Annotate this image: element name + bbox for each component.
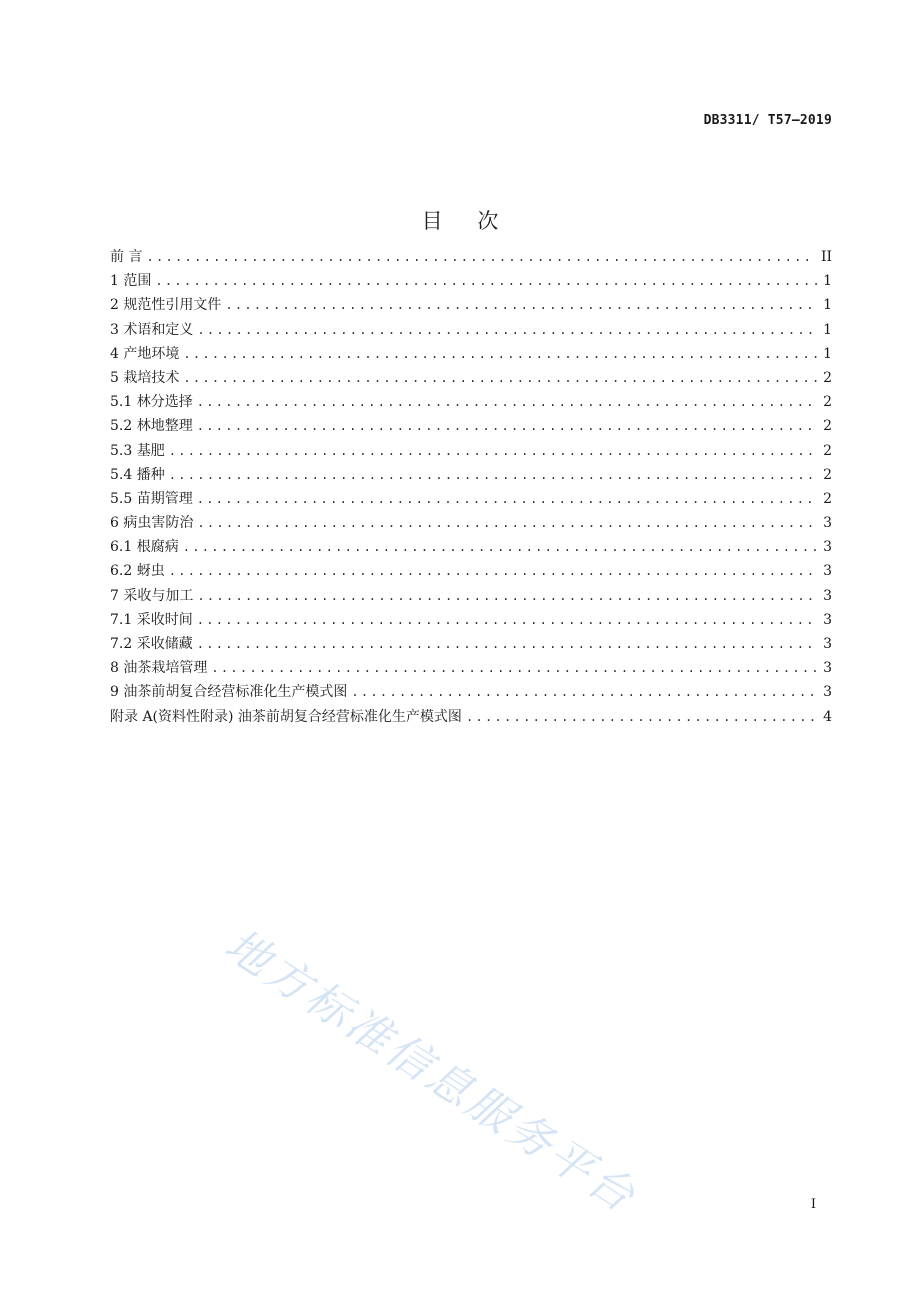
toc-leader-dots	[197, 419, 817, 433]
toc-leader-dots	[351, 685, 817, 699]
toc-entry[interactable]	[110, 681, 832, 705]
toc-leader-dots	[169, 564, 817, 578]
toc-entry-label: 6.2 蚜虫	[110, 563, 165, 580]
toc-entry-page: 1	[823, 345, 832, 362]
document-code: DB3311/ T57—2019	[703, 113, 832, 128]
toc-entry-page: II	[820, 249, 832, 265]
toc-entry[interactable]	[110, 246, 832, 270]
toc-entry[interactable]	[110, 319, 832, 343]
toc-entry-label: 5.1 林分选择	[110, 394, 193, 411]
page-number: I	[810, 1197, 816, 1212]
toc-leader-dots	[197, 637, 817, 651]
toc-leader-dots	[197, 589, 817, 603]
toc-leader-dots	[211, 661, 817, 675]
toc-entry-page: 3	[823, 611, 832, 628]
toc-entry-page: 4	[823, 708, 832, 725]
toc-entry-label: 前 言	[110, 249, 143, 265]
toc-entry[interactable]	[110, 391, 832, 415]
toc-entry[interactable]	[110, 464, 832, 488]
toc-entry[interactable]	[110, 657, 832, 681]
toc-entry-label: 7.1 采收时间	[110, 611, 193, 628]
toc-entry-page: 3	[823, 684, 832, 701]
toc-entry-page: 3	[823, 636, 832, 652]
toc-entry-label: 3 术语和定义	[110, 321, 194, 338]
toc-title: 目 次	[421, 209, 513, 233]
toc-leader-dots	[197, 516, 817, 530]
toc-leader-dots	[197, 492, 817, 506]
toc-entry-page: 1	[823, 297, 832, 314]
toc-entry-label: 附录 A(资料性附录) 油茶前胡复合经营标准化生产模式图	[110, 708, 462, 725]
toc-entry-label: 5.5 苗期管理	[110, 490, 193, 507]
toc-leader-dots	[169, 444, 817, 458]
toc-entry[interactable]	[110, 585, 832, 609]
toc-entry-label: 2 规范性引用文件	[110, 297, 222, 314]
toc-entry-page: 3	[823, 660, 832, 677]
toc-entry-page: 1	[823, 273, 832, 290]
toc-entry[interactable]	[110, 633, 832, 657]
toc-entry-label: 5.4 播种	[110, 466, 165, 483]
toc-entry-page: 3	[823, 539, 832, 556]
toc-entry-label: 5.2 林地整理	[110, 418, 193, 435]
table-of-contents	[110, 246, 832, 730]
toc-leader-dots	[183, 371, 817, 385]
toc-entry[interactable]	[110, 512, 832, 536]
toc-entry-label: 8 油茶栽培管理	[110, 660, 208, 677]
toc-entry-label: 1 范围	[110, 273, 152, 290]
toc-entry-label: 5 栽培技术	[110, 369, 180, 386]
toc-entry-label: 7.2 采收储藏	[110, 636, 193, 652]
toc-entry[interactable]	[110, 367, 832, 391]
toc-entry-page: 1	[823, 321, 832, 338]
toc-entry-page: 3	[823, 563, 832, 580]
toc-leader-dots	[197, 323, 817, 337]
toc-entry[interactable]	[110, 609, 832, 633]
toc-entry-label: 6 病虫害防治	[110, 515, 194, 532]
toc-entry-page: 2	[823, 369, 832, 386]
toc-entry-page: 2	[823, 490, 832, 507]
toc-leader-dots	[183, 540, 817, 554]
toc-entry[interactable]	[110, 440, 832, 464]
toc-leader-dots	[197, 395, 817, 409]
toc-leader-dots	[225, 298, 817, 312]
toc-entry[interactable]	[110, 560, 832, 584]
toc-leader-dots	[146, 250, 814, 264]
toc-entry-page: 3	[823, 587, 832, 604]
toc-entry[interactable]	[110, 415, 832, 439]
toc-entry-label: 5.3 基肥	[110, 442, 165, 459]
toc-entry[interactable]	[110, 294, 832, 318]
toc-leader-dots	[169, 468, 817, 482]
toc-entry-label: 4 产地环境	[110, 345, 180, 362]
toc-leader-dots	[155, 274, 817, 288]
toc-leader-dots	[183, 347, 817, 361]
toc-entry[interactable]	[110, 536, 832, 560]
toc-entry-page: 2	[823, 394, 832, 411]
toc-entry-page: 3	[823, 515, 832, 532]
toc-entry-label: 7 采收与加工	[110, 587, 194, 604]
toc-entry-page: 2	[823, 466, 832, 483]
toc-entry-page: 2	[823, 418, 832, 435]
toc-entry[interactable]	[110, 343, 832, 367]
toc-entry[interactable]	[110, 706, 832, 730]
toc-entry-label: 9 油茶前胡复合经营标准化生产模式图	[110, 684, 348, 701]
toc-entry-page: 2	[823, 442, 832, 459]
toc-entry[interactable]	[110, 270, 832, 294]
toc-leader-dots	[197, 613, 817, 627]
toc-entry[interactable]	[110, 488, 832, 512]
watermark-text: 地方标准信息服务平台	[215, 919, 646, 1224]
toc-entry-label: 6.1 根腐病	[110, 539, 179, 556]
toc-leader-dots	[466, 710, 817, 724]
